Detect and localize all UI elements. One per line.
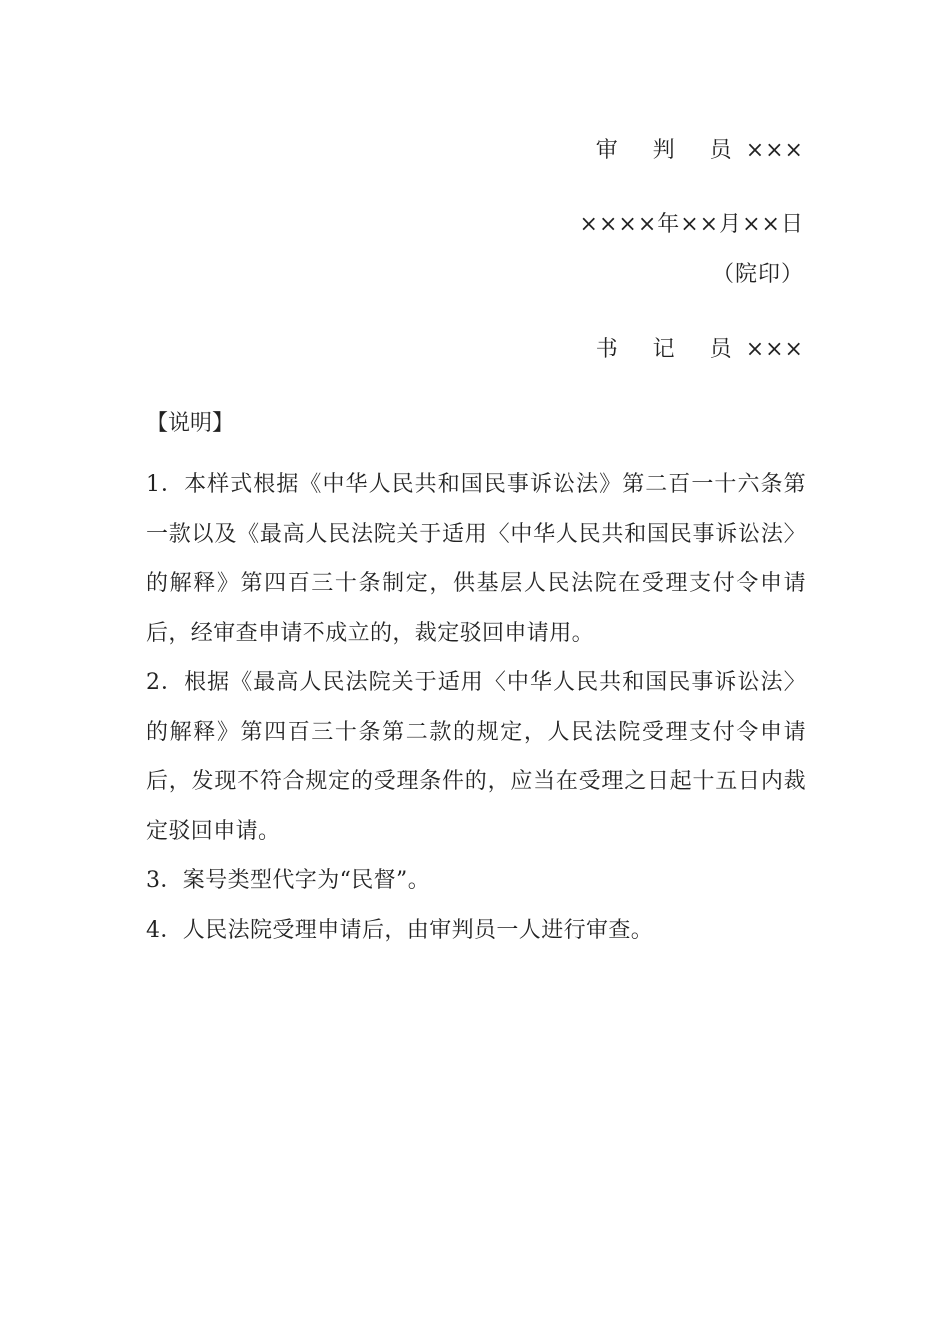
- clerk-name: ×××: [745, 337, 804, 362]
- explanation-list: [146, 460, 806, 955]
- court-seal-placeholder: （院印）: [711, 262, 804, 287]
- judge-title: 审 判 员: [595, 138, 746, 163]
- explanation-item-4: 4．人民法院受理申请后，由审判员一人进行审查。: [146, 917, 654, 943]
- judge-signature-line: [596, 136, 804, 166]
- explanation-item-1: 1．本样式根据《中华人民共和国民事诉讼法》第二百一十六条第一款以及《最高人民法院关于适用〈中华人民共和国民事诉讼法〉的解释》第四百三十条制定，供基层人民法院在受理支付令申请后，经审查申请不成立的，裁定驳回申请用。: [146, 472, 806, 646]
- explanation-heading: 【说明】: [146, 411, 235, 436]
- judge-name: ×××: [745, 138, 804, 163]
- clerk-title: 书 记 员: [595, 337, 746, 362]
- clerk-signature-line: [596, 335, 804, 365]
- explanation-item-2: 2．根据《最高人民法院关于适用〈中华人民共和国民事诉讼法〉的解释》第四百三十条第二款的规定，人民法院受理支付令申请后，发现不符合规定的受理条件的，应当在受理之日起十五日内裁定驳回申请。: [146, 670, 806, 844]
- explanation-item-3: 3．案号类型代字为“民督”。: [146, 868, 431, 893]
- document-date: ××××年××月××日: [579, 212, 804, 237]
